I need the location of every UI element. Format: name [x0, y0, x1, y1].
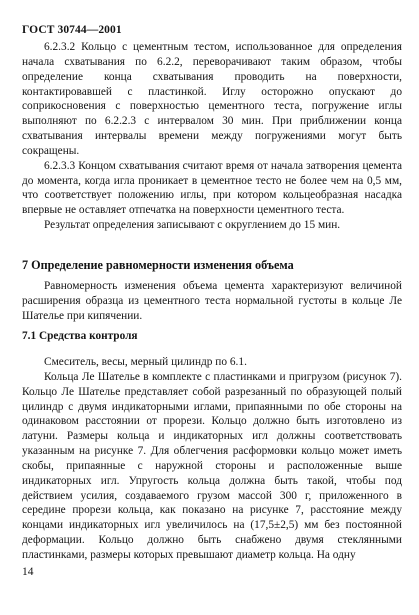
section-7-1-heading: 7.1 Средства контроля	[22, 330, 138, 342]
standard-header: ГОСТ 30744—2001	[22, 24, 122, 36]
section-7-1-text	[22, 355, 402, 563]
section-7-text	[22, 279, 402, 324]
page-number: 14	[22, 566, 34, 578]
section-7-heading: 7 Определение равномерности изменения объема	[22, 258, 294, 272]
section-7-paragraph: Равномерность изменения объема цемента характеризуют величиной расширения образца из цементного теста нормальной густоты в кольце Ле Шателье при кипячении.	[22, 280, 402, 322]
paragraph-result: Результат определения записывают с округлением до 15 мин.	[44, 219, 341, 232]
clause-6-2-3-text	[22, 40, 402, 233]
paragraph-equipment: Смеситель, весы, мерный цилиндр по 6.1.	[44, 356, 247, 368]
paragraph-le-chatelier-rings: Кольца Ле Шателье в комплекте с пластинками и пригрузом (рисунок 7). Кольцо Ле Шателье представляет собой разрезанный по образующей полый цилиндр с двумя индикаторными иглами, припаянными по обе стороны на одинаковом расстоянии от прорези. Кольцо должно быть изготовлено из латуни. Размеры кольца и индикаторных игл должны соответствовать указанным на рисунке 7. Для облегчения расформовки кольцо может иметь скобы, припаянные с наружной стороны и расположенные выше индикаторных игл. Упругость кольца должна быть такой, чтобы под действием усилия, создаваемого грузом массой 300 г, приложенного в середине прорези кольца, как показано на рисунке 7, расстояние между концами индикаторных игл увеличилось на (17,5±2,5) мм без постоянной деформации. Кольцо должно быть снабжено двумя стеклянными пластинками, размеры которых превышают диаметр кольца. На одну	[22, 370, 402, 561]
paragraph-6-2-3-2: 6.2.3.2 Кольцо с цементным тестом, использованное для определения начала схватывания по 6.2.2, переворачивают таким образом, чтобы определение конца схватывания проводить на поверхности, контактировавшей с пластинкой. Иглу осторожно опускают до соприкосновения с поверхностью цементного теста, погружение иглы выполняют по 6.2.2.3 с интервалом 30 мин. При приближении конца схватывания интервалы времени между погружениями могут быть сокращены.	[22, 41, 402, 157]
paragraph-6-2-3-3: 6.2.3.3 Концом схватывания считают время от начала затворения цемента до момента, когда игла проникает в цементное тесто не более чем на 0,5 мм, что соответствует положению иглы, при котором кольцеобразная насадка впервые не оставляет отпечатка на поверхности цементного теста.	[22, 159, 402, 217]
